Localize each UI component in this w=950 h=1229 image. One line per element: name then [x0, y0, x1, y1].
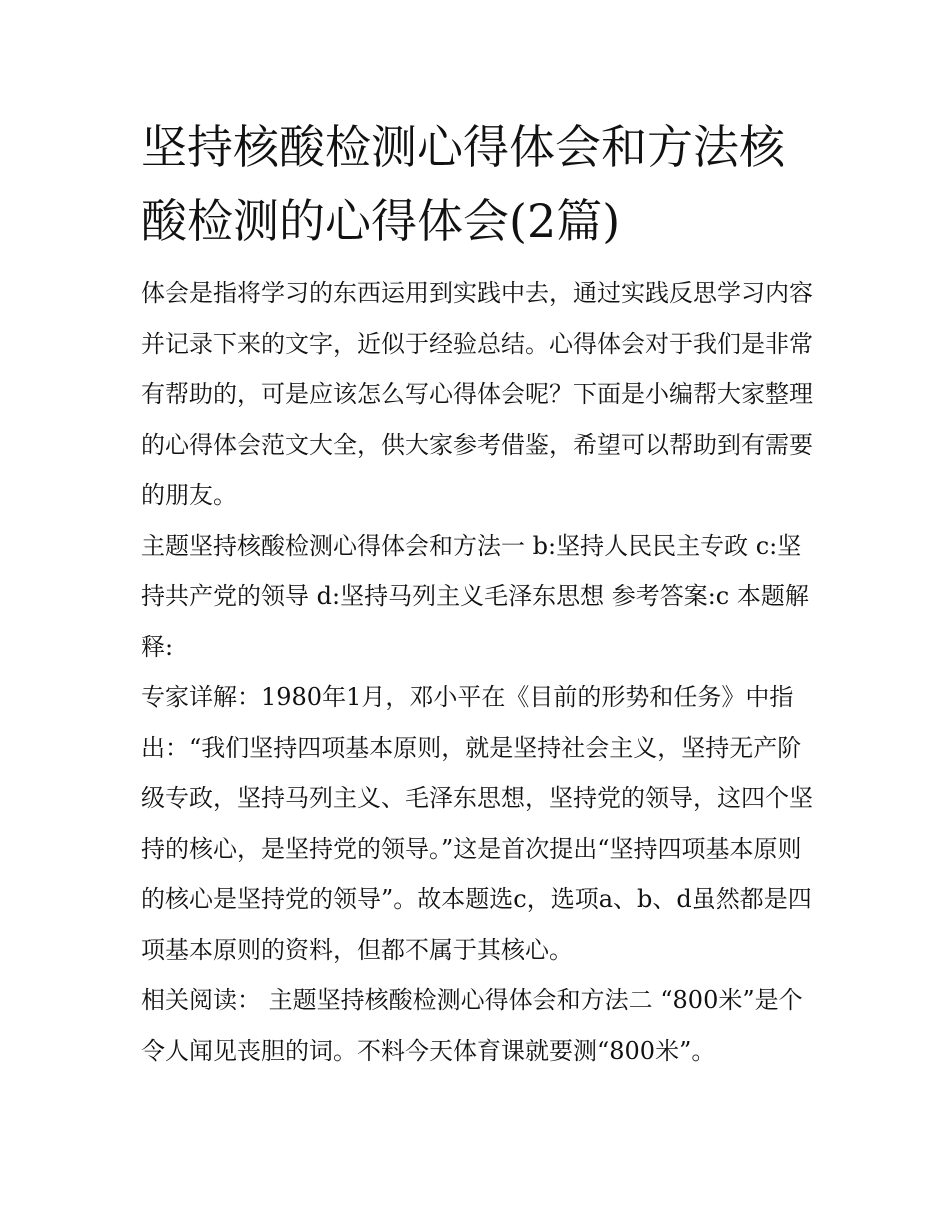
paragraph-explanation: 专家详解：1980年1月，邓小平在《目前的形势和任务》中指出：“我们坚持四项基本原则，就是坚持社会主义，坚持无产阶级专政，坚持马列主义、毛泽东思想，坚持党的领导，这四个坚持的核心，是坚持党的领导。”这是首次提出“坚持四项基本原则的核心是坚持党的领导”。故本题选c，选项a、b、d虽然都是四项基本原则的资料，但都不属于其核心。: [141, 683, 813, 964]
paragraph-question: 主题坚持核酸检测心得体会和方法一 b:坚持人民民主专政 c:坚持共产党的领导 d:坚持马列主义毛泽东思想 参考答案:c 本题解释:: [141, 531, 809, 661]
paragraph-related-reading: 相关阅读： 主题坚持核酸检测心得体会和方法二 “800米”是个令人闻见丧胆的词。不料今天体育课就要测“800米”。: [141, 986, 803, 1065]
document-title: 坚持核酸检测心得体会和方法核酸检测的心得体会(2篇): [141, 120, 785, 248]
paragraph-intro: 体会是指将学习的东西运用到实践中去，通过实践反思学习内容并记录下来的文字，近似于经验总结。心得体会对于我们是非常有帮助的，可是应该怎么写心得体会呢？下面是小编帮大家整理的心得体会范文大全，供大家参考借鉴，希望可以帮助到有需要的朋友。: [141, 279, 813, 509]
document-page: [141, 110, 813, 1076]
